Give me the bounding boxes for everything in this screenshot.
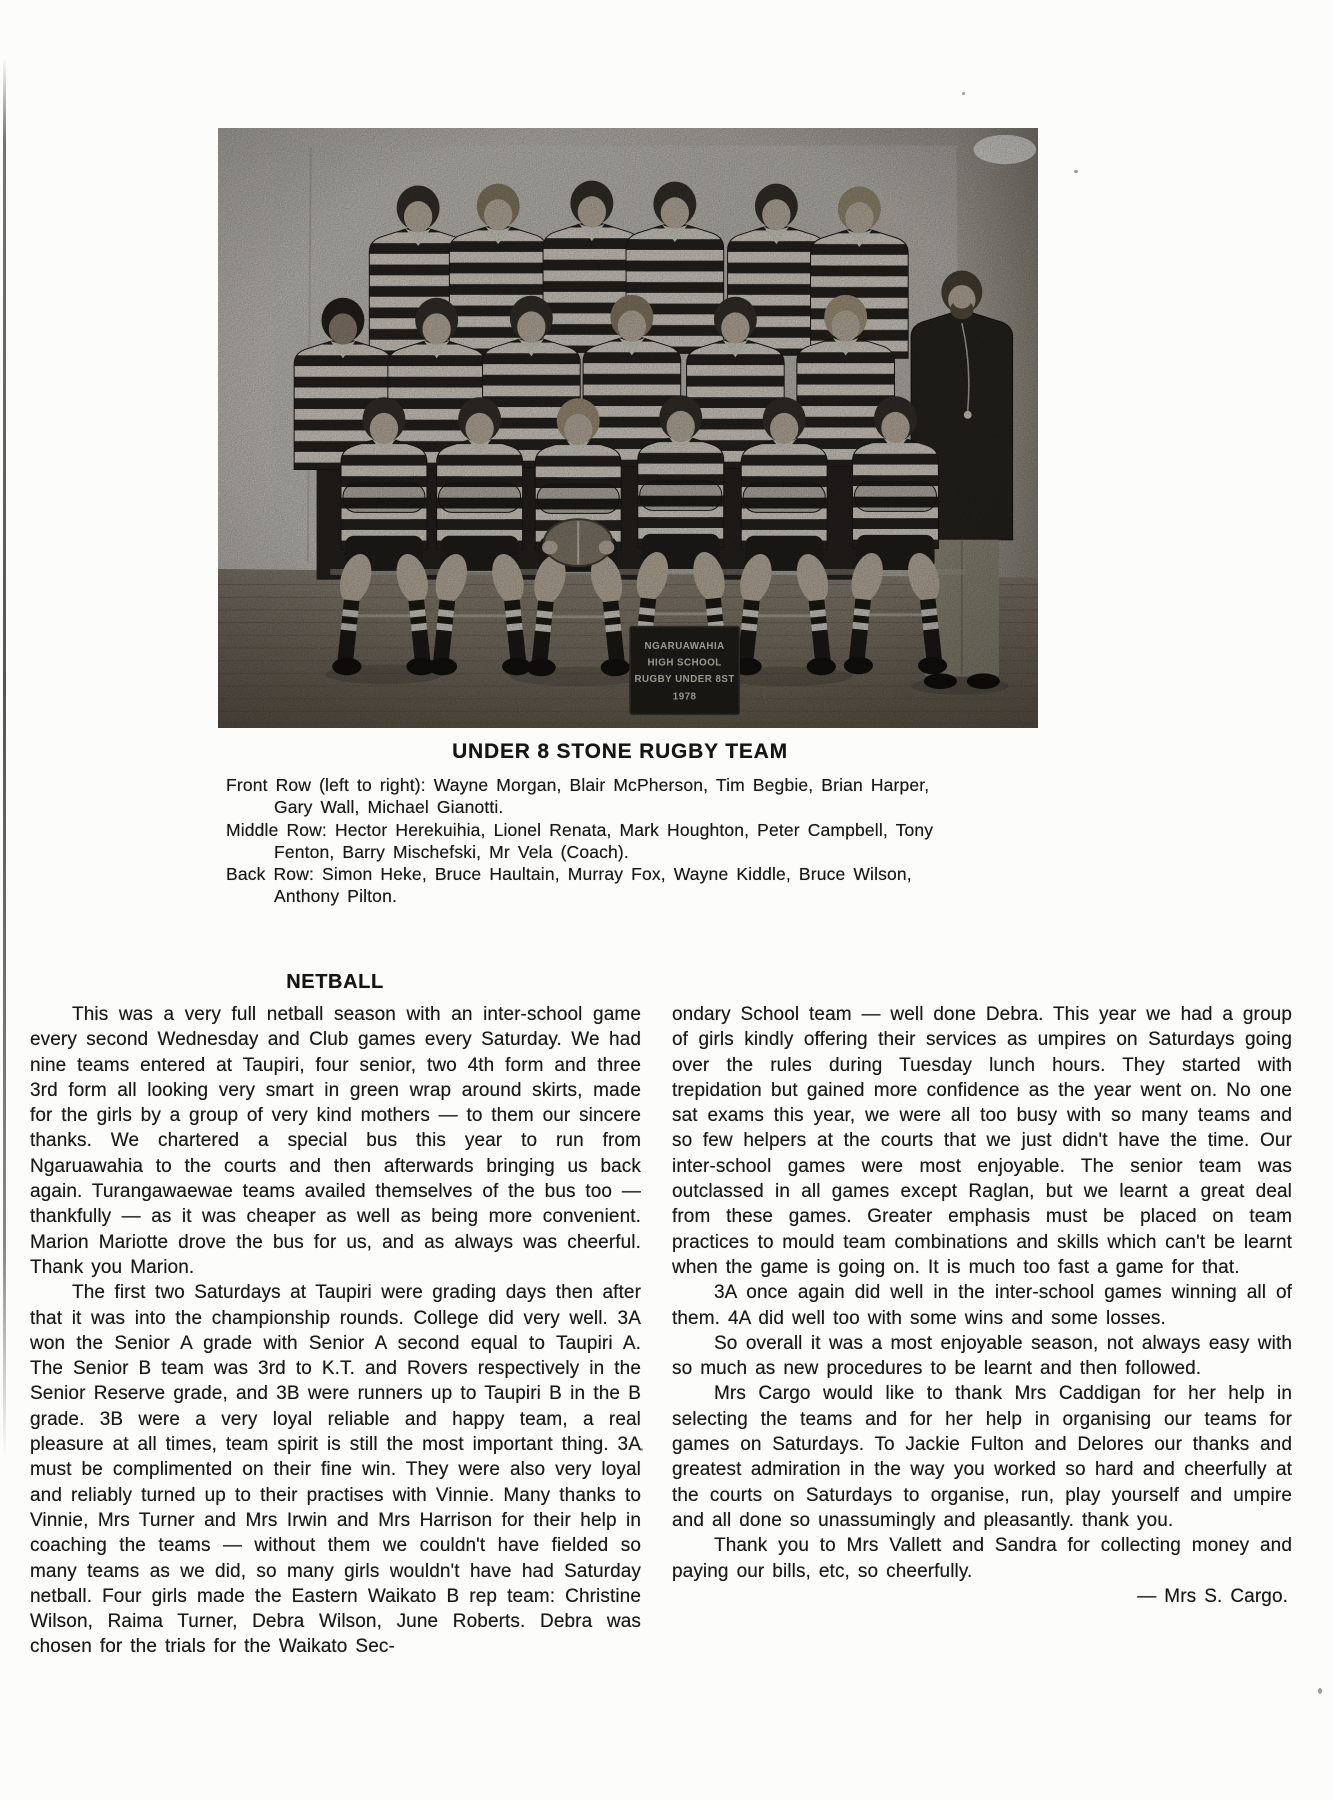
paragraph-continuation: ondary School team — well done Debra. This year we had a group of girls kindly offering their services as umpires on Saturdays going over the rules during Tuesday lunch hours. They started with trepidation but gained more confidence as the year went on. No one sat exams this year, we were all too busy with so many teams and so few helpers at the courts that we just didn't have the time. Our inter-school games were most enjoyable. The senior team was outclassed in all games except Raglan, but we learnt a great deal from these games. Greater emphasis must be placed on team practices to mould team combinations and skills which can't be learnt when the game is going on. It is much too fast a game for that. [672, 1004, 1292, 1278]
scan-artifact-left-edge [3, 58, 6, 1458]
paragraph: So overall it was a most enjoyable season, not always easy with so much as new procedures to be learnt and then followed. [672, 1332, 1292, 1380]
scan-speck [1074, 170, 1078, 173]
photo-vignette [218, 128, 1038, 728]
scan-speck [1318, 1688, 1322, 1694]
scan-speck [962, 92, 965, 95]
photo-caption [226, 774, 1066, 908]
caption-line-front-row-cont: Gary Wall, Michael Gianotti. [274, 797, 504, 818]
paragraph: This was a very full netball season with an inter-school game every second Wednesday and Club games every Saturday. We had nine teams entered at Taupiri, four senior, two 4th form and three 3rd form all looking very smart in green wrap around skirts, made for the girls by a group of very kind mothers — to them our sincere thanks. We chartered a special bus this year to run from Ngaruawahia to the courts and then afterwards bringing us back again. Turangawaewae teams availed themselves of the bus too — thankfully — as it was cheaper as well as being more convenient. Marion Mariotte drove the bus for us, and as always was cheerful. Thank you Marion. [30, 1004, 641, 1278]
article-right-column [672, 1002, 1292, 1609]
paragraph: The first two Saturdays at Taupiri were grading days then after that it was into the championship rounds. College did very well. 3A won the Senior A grade with Senior A second equal to Taupiri A. The Senior B team was 3rd to K.T. and Rovers respectively in the Senior Reserve grade, and 3B were runners up to Taupiri B in the B grade. 3B were a very loyal reliable and happy team, a real pleasure at all times, team spirit is still the most important thing. 3A must be complimented on their fine win. They were also very loyal and reliably turned up to their practises with Vinnie. Many thanks to Vinnie, Mrs Turner and Mrs Irwin and Mrs Harrison for their help in coaching the teams — without them we couldn't have fielded so many teams as we did, so many girls wouldn't have had Saturday netball. Four girls made the Eastern Waikato B rep team: Christine Wilson, Raima Turner, Debra Wilson, June Roberts. Debra was chosen for the trials for the Waikato Sec- [30, 1282, 641, 1658]
paragraph: Thank you to Mrs Vallett and Sandra for collecting money and paying our bills, etc, so cheerfully. [672, 1535, 1292, 1582]
article-heading: NETBALL [286, 971, 384, 993]
caption-line-back-row: Back Row: Simon Heke, Bruce Haultain, Murray Fox, Wayne Kiddle, Bruce Wilson, [226, 864, 912, 885]
article-signature: — Mrs S. Cargo. [1137, 1585, 1288, 1607]
photo-title: UNDER 8 STONE RUGBY TEAM [452, 740, 788, 763]
paragraph: 3A once again did well in the inter-school games winning all of them. 4A did well too with some wins and some losses. [672, 1282, 1292, 1329]
caption-line-middle-row-cont: Fenton, Barry Mischefski, Mr Vela (Coach). [274, 841, 629, 862]
article-left-column [30, 1002, 641, 1660]
team-photo [218, 128, 1038, 728]
paragraph: Mrs Cargo would like to thank Mrs Caddigan for her help in selecting the teams and for her help in organising our teams for games on Saturdays. To Jackie Fulton and Delores our thanks and greatest admiration in the way you worked so hard and cheerfully at the courts on Saturdays to organise, run, play yourself and umpire and all done so unassumingly and pleasantly. thank you. [672, 1383, 1292, 1531]
caption-line-middle-row: Middle Row: Hector Herekuihia, Lionel Renata, Mark Houghton, Peter Campbell, Tony [226, 819, 934, 840]
caption-line-front-row: Front Row (left to right): Wayne Morgan, Blair McPherson, Tim Begbie, Brian Harper, [226, 775, 930, 795]
caption-line-back-row-cont: Anthony Pilton. [274, 886, 397, 907]
team-photo-illustration [218, 128, 1038, 728]
